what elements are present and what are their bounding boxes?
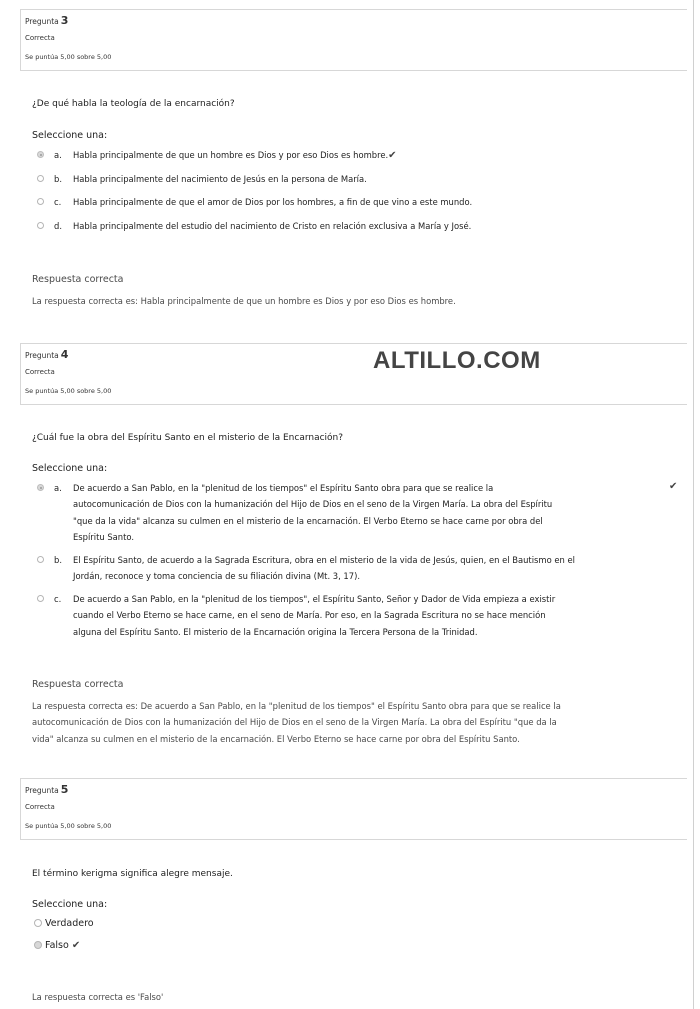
page-right-border	[693, 0, 694, 1009]
question-state: Correcta	[25, 34, 55, 42]
option-text: Verdadero	[45, 918, 94, 929]
option-letter: d.	[54, 221, 62, 231]
question-text: El término kerigma significa alegre mensaje.	[32, 869, 233, 879]
option-letter: c.	[54, 594, 62, 604]
question-number: Pregunta 4	[25, 348, 69, 361]
checkmark-icon: ✔	[71, 940, 81, 951]
select-prompt: Seleccione una:	[32, 899, 108, 910]
checkmark-icon: ✔	[388, 150, 397, 161]
question-info-box	[20, 343, 687, 405]
checkmark-icon: ✔	[669, 481, 678, 492]
feedback-text: La respuesta correcta es: De acuerdo a San Pablo, en la "plenitud de los tiempos" el Espíritu Santo obra para que se realice la autocomunicación de Dios con la humanización del Hijo de Dios en el seno de la Virgen María. La obra del Espíritu "que da la vida" alcanza su culmen en el misterio de la encarnación. El Verbo Eterno se hace carne por obra del Espíritu Santo.	[32, 701, 561, 744]
option-text: El Espíritu Santo, de acuerdo a la Sagrada Escritura, obra en el misterio de la vida de Jesús, quien, en el Bautismo en el Jordán, reconoce y toma conciencia de su filiación divina (Mt. 3, 17).	[73, 555, 575, 582]
radio-button[interactable]	[37, 484, 44, 491]
question-state: Correcta	[25, 803, 55, 811]
option-letter: c.	[54, 197, 62, 207]
answer-option[interactable]	[37, 552, 677, 585]
option-text: De acuerdo a San Pablo, en la "plenitud de los tiempos", el Espíritu Santo, Señor y Dador de Vida empieza a existir cuando el Verbo Eterno se hace carne, en el seno de María. Por eso, en la Sagrada Escritura no se hace mención alguna del Espíritu Santo. El misterio de la Encarnación origina la Tercera Persona de la Trinidad.	[73, 594, 556, 637]
radio-button[interactable]	[37, 556, 44, 563]
radio-button[interactable]	[37, 595, 44, 602]
question-text: ¿De qué habla la teología de la encarnación?	[32, 99, 235, 109]
feedback-title: Respuesta correcta	[32, 679, 124, 690]
question-state: Correcta	[25, 368, 55, 376]
option-letter: b.	[54, 555, 62, 565]
question-info-box	[20, 778, 687, 840]
option-text: Habla principalmente del estudio del nacimiento de Cristo en relación exclusiva a María y José.	[73, 221, 472, 231]
option-text: Habla principalmente de que un hombre es Dios y por eso Dios es hombre.	[73, 150, 389, 160]
option-letter: b.	[54, 174, 62, 184]
question-info-box	[20, 9, 687, 71]
option-letter: a.	[54, 483, 62, 493]
radio-button[interactable]	[37, 222, 44, 229]
answer-option-true[interactable]	[34, 918, 94, 929]
select-prompt: Seleccione una:	[32, 130, 108, 141]
feedback-title: La respuesta correcta es 'Falso'	[32, 992, 164, 1002]
radio-button[interactable]	[37, 198, 44, 205]
option-text: Habla principalmente del nacimiento de Jesús en la persona de María.	[73, 174, 367, 184]
question-grade: Se puntúa 5,00 sobre 5,00	[25, 822, 112, 830]
question-grade: Se puntúa 5,00 sobre 5,00	[25, 387, 112, 395]
option-text: De acuerdo a San Pablo, en la "plenitud de los tiempos" el Espíritu Santo obra para que se realice la autocomunicación de Dios con la humanización del Hijo de Dios en el seno de la Virgen María. La obra del Espíritu "que da la vida" alcanza su culmen en el misterio de la encarnación. El Verbo Eterno se hace carne por obra del Espíritu Santo.	[73, 483, 553, 543]
answer-option[interactable]	[37, 480, 677, 546]
question-grade: Se puntúa 5,00 sobre 5,00	[25, 53, 112, 61]
answer-option-false[interactable]	[34, 940, 80, 951]
radio-button[interactable]	[37, 175, 44, 182]
option-text: Falso	[45, 940, 69, 951]
answer-option[interactable]	[37, 591, 677, 641]
select-prompt: Seleccione una:	[32, 463, 108, 474]
feedback-text: La respuesta correcta es: Habla principalmente de que un hombre es Dios y por eso Dios es hombre.	[32, 296, 456, 306]
question-number: Pregunta 3	[25, 14, 69, 27]
option-text: Habla principalmente de que el amor de Dios por los hombres, a fin de que vino a este mundo.	[73, 197, 473, 207]
radio-button[interactable]	[34, 919, 42, 927]
question-text: ¿Cuál fue la obra del Espíritu Santo en el misterio de la Encarnación?	[32, 433, 344, 443]
radio-button[interactable]	[34, 941, 42, 949]
option-letter: a.	[54, 150, 62, 160]
watermark-logo: ALTILLO.COM	[373, 347, 541, 374]
feedback-title: Respuesta correcta	[32, 274, 124, 285]
radio-button[interactable]	[37, 151, 44, 158]
question-number: Pregunta 5	[25, 783, 69, 796]
